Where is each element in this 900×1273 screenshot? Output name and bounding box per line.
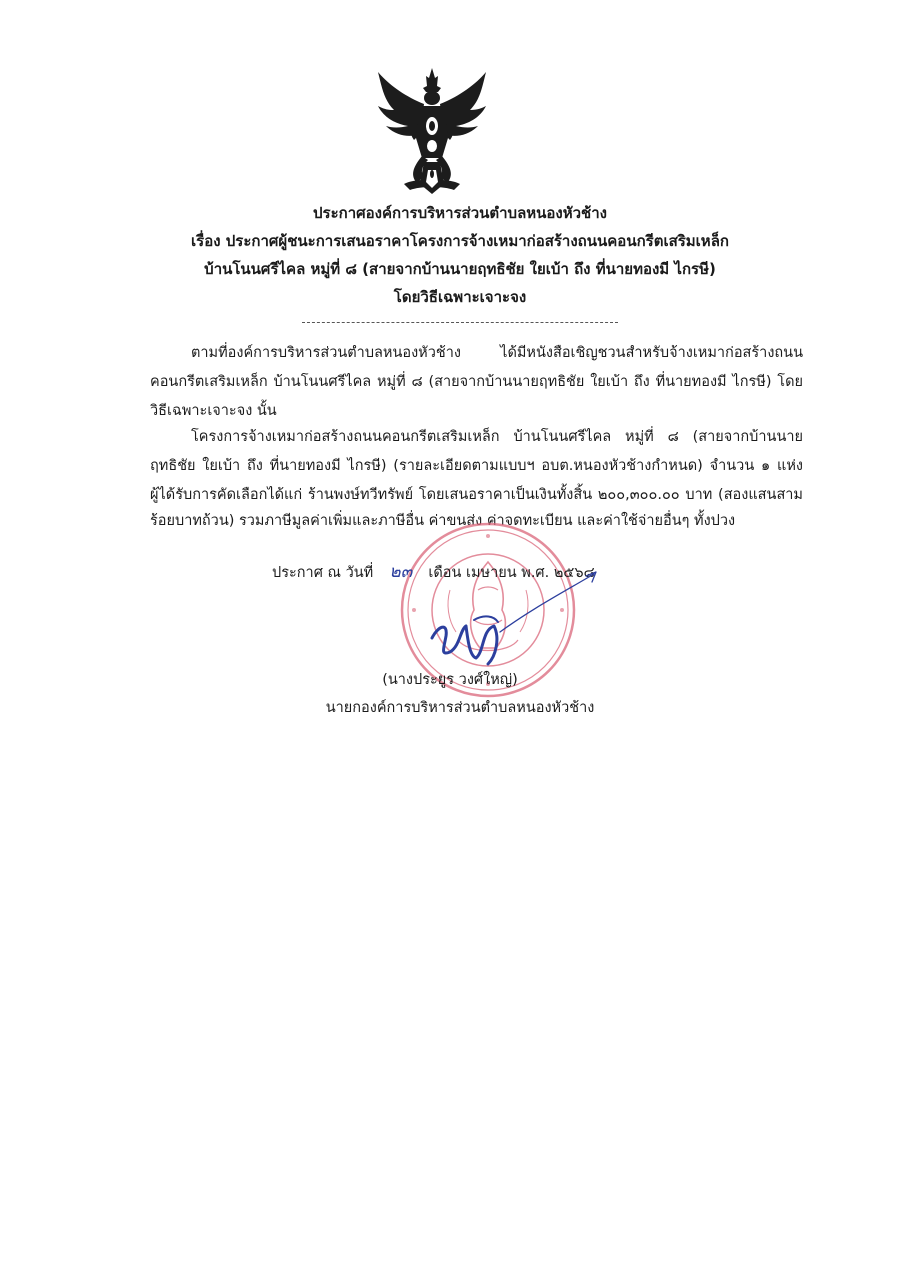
method-line: โดยวิธีเฉพาะเจาะจง xyxy=(393,288,527,306)
subject-line: เรื่อง ประกาศผู้ชนะการเสนอราคาโครงการจ้างเหมาก่อสร้างถนนคอนกรีตเสริมเหล็ก xyxy=(191,232,729,250)
date-day: ๒๓ xyxy=(389,562,413,582)
announcement-title: ประกาศองค์การบริหารส่วนตำบลหนองหัวช้าง xyxy=(313,204,607,222)
date-suffix: เดือน เมษายน พ.ศ. ๒๕๖๘ xyxy=(428,565,595,581)
divider xyxy=(302,322,618,323)
paragraph1-line: ตามที่องค์การบริหารส่วนตำบลหนองหัวช้าง ได้มีหนังสือเชิญชวนสำหรับจ้างเหมาก่อสร้างถนน xyxy=(191,345,803,361)
subject-line-2: บ้านโนนศรีไคล หมู่ที่ ๘ (สายจากบ้านนายฤทธิชัย ใยเบ้า ถึง ที่นายทองมี ไกรษี) xyxy=(204,260,716,278)
paragraph1-line: วิธีเฉพาะเจาะจง นั้น xyxy=(150,403,277,419)
signatory-name: (นางประยูร วงศ์ใหญ่) xyxy=(382,672,518,688)
paragraph2-line: โครงการจ้างเหมาก่อสร้างถนนคอนกรีตเสริมเหล็ก บ้านโนนศรีไคล หมู่ที่ ๘ (สายจากบ้านนาย xyxy=(191,429,803,445)
garuda-emblem-icon xyxy=(374,66,490,196)
paragraph1-line: คอนกรีตเสริมเหล็ก บ้านโนนศรีไคล หมู่ที่ ๘ (สายจากบ้านนายฤทธิชัย ใยเบ้า ถึง ที่นายทองมี ไกรษี) โดย xyxy=(150,374,803,390)
date-prefix: ประกาศ ณ วันที่ xyxy=(272,565,374,581)
handwritten-signature-icon xyxy=(410,560,620,680)
paragraph2-line: ร้อยบาทถ้วน) รวมภาษีมูลค่าเพิ่มและภาษีอื่น ค่าขนส่ง ค่าจดทะเบียน และค่าใช้จ่ายอื่นๆ ทั้งปวง xyxy=(150,513,736,529)
paragraph2-line: ผู้ได้รับการคัดเลือกได้แก่ ร้านพงษ์ทวีทรัพย์ โดยเสนอราคาเป็นเงินทั้งสิ้น ๒๐๐,๓๐๐.๐๐ บาท (สองแสนสาม xyxy=(150,487,803,503)
signatory-position: นายกองค์การบริหารส่วนตำบลหนองหัวช้าง xyxy=(325,700,595,716)
paragraph2-line: ฤทธิชัย ใยเบ้า ถึง ที่นายทองมี ไกรษี) (รายละเอียดตามแบบฯ อบต.หนองหัวช้างกำหนด) จำนวน ๑ แห่ง xyxy=(150,458,803,474)
